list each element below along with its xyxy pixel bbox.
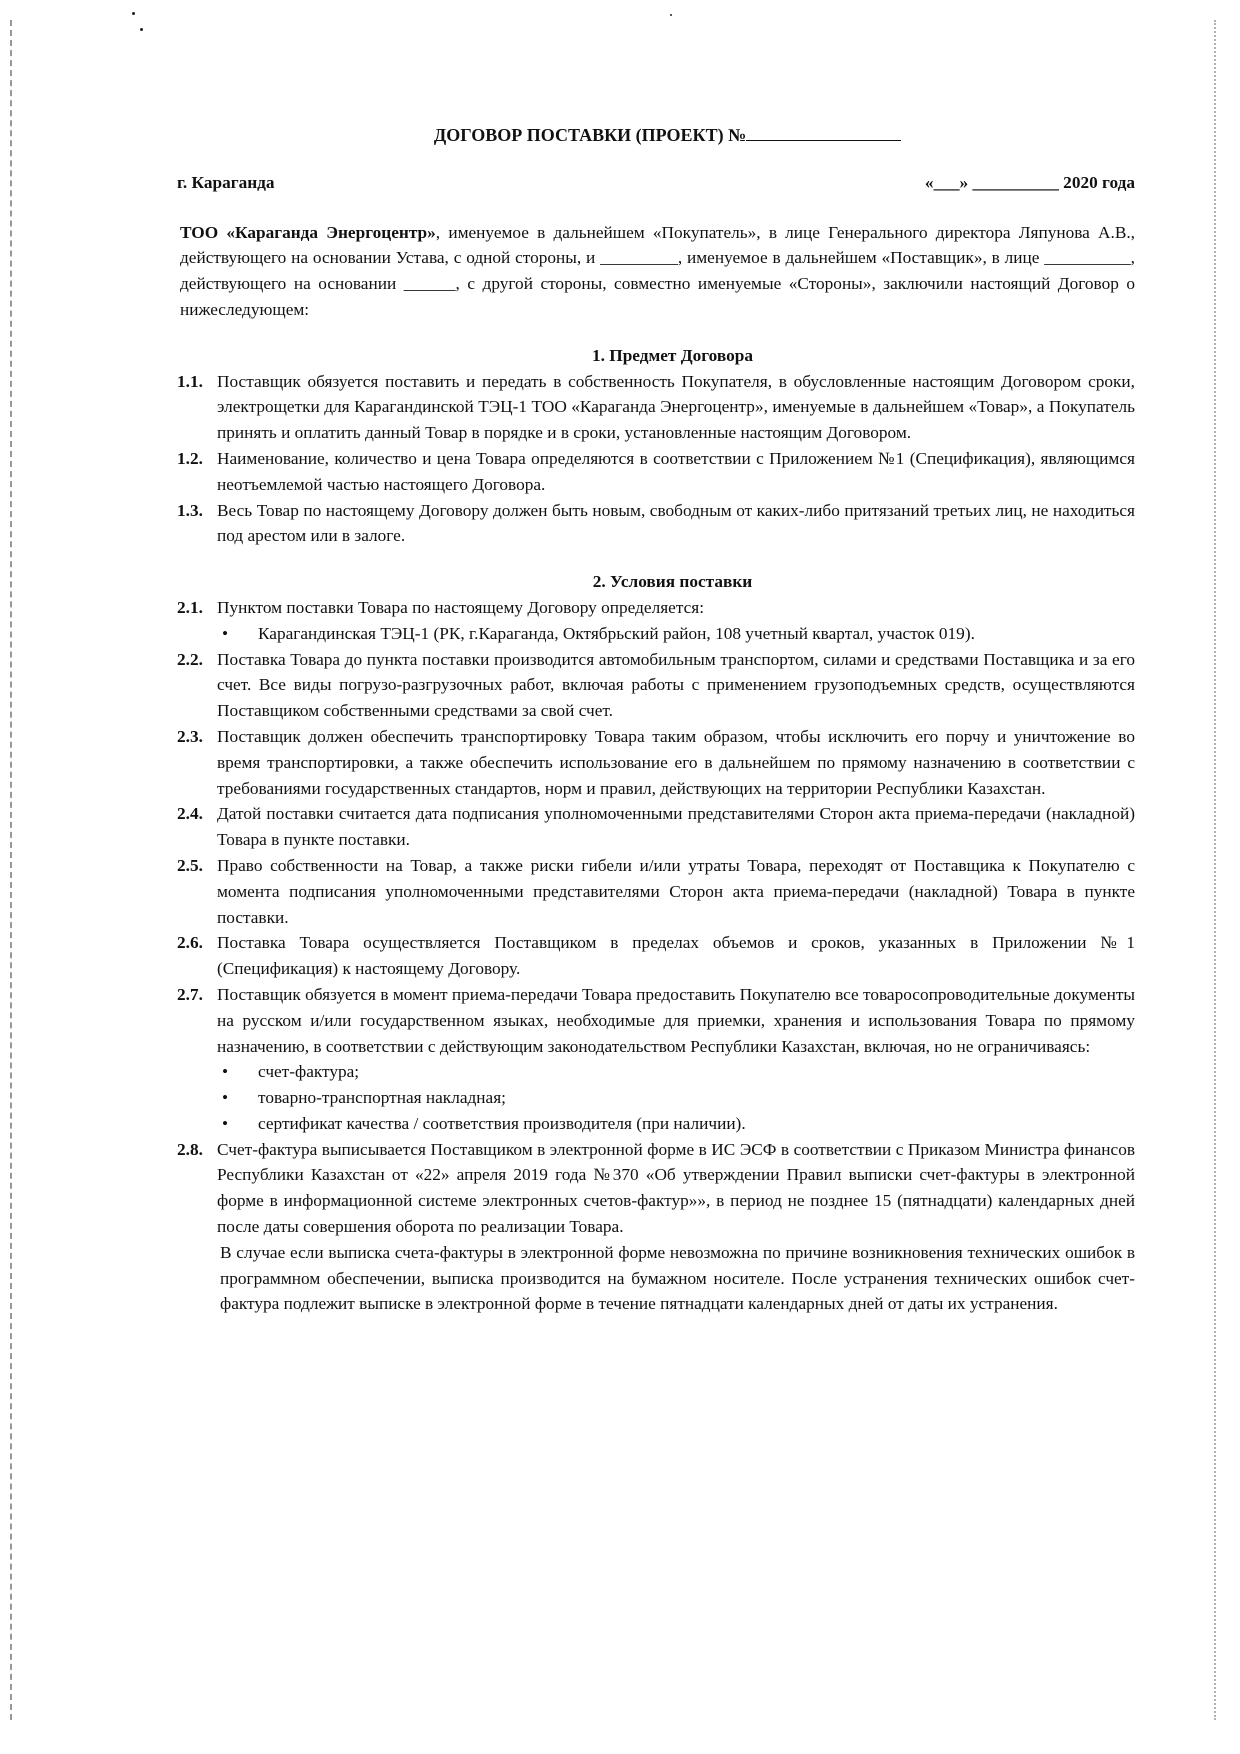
document-title bbox=[200, 122, 1135, 149]
scan-speck bbox=[140, 28, 143, 31]
buyer-company: ТОО «Караганда Энергоцентр» bbox=[180, 222, 436, 242]
scan-speck bbox=[670, 14, 672, 16]
clause-2-1 bbox=[177, 595, 1135, 621]
contract-date: «___» __________ 2020 года bbox=[924, 172, 1135, 192]
list-item bbox=[220, 1085, 1135, 1111]
list-item-text: товарно-транспортная накладная; bbox=[258, 1088, 506, 1108]
clause-2-4 bbox=[177, 801, 1135, 853]
clause-number: 2.1. bbox=[177, 597, 203, 617]
clause-text: Право собственности на Товар, а также риски гибели и/или утраты Товара, переходят от Поставщика к Покупателю с момента подписания уполномоченными представителями Сторон акта приема-передачи (накладной) Товара в пункте поставки. bbox=[217, 855, 1135, 927]
scan-edge-right bbox=[1214, 20, 1218, 1720]
clause-number: 1.2. bbox=[177, 448, 203, 468]
list-item bbox=[220, 621, 1135, 647]
bullet-icon: • bbox=[222, 1062, 229, 1082]
document-body bbox=[177, 122, 1135, 1317]
clause-number: 2.2. bbox=[177, 649, 203, 669]
scan-edge-left bbox=[10, 20, 15, 1720]
section-1-title: 1. Предмет Договора bbox=[591, 345, 754, 365]
clause-number: 2.7. bbox=[177, 984, 203, 1004]
place-date-row bbox=[177, 170, 1135, 196]
clause-text: Счет-фактура выписывается Поставщиком в электронной форме в ИС ЭСФ в соответствии с Приказом Министра финансов Республики Казахстан от «22» апреля 2019 года №370 «Об утверждении Правил выписки счет-фактуры в электронной форме в информационной системе электронных счетов-фактур»», в период не позднее 15 (пятнадцати) календарных дней после даты совершения оборота по реализации Товара. bbox=[217, 1139, 1135, 1237]
clause-text: Поставщик обязуется в момент приема-передачи Товара предоставить Покупателю все товаросопроводительные документы на русском и/или государственном языках, необходимые для приемки, хранения и использования Товара по прямому назначению, в соответствии с действующим законодательством Республики Казахстан, включая, но не ограничиваясь: bbox=[217, 984, 1135, 1056]
title-text: ДОГОВОР ПОСТАВКИ (ПРОЕКТ) № bbox=[433, 125, 747, 145]
clause-number: 2.8. bbox=[177, 1139, 203, 1159]
clause-text: Пунктом поставки Товара по настоящему Договору определяется: bbox=[217, 597, 705, 617]
clause-2-2 bbox=[177, 647, 1135, 724]
bullet-icon: • bbox=[222, 623, 229, 643]
clause-2-8 bbox=[177, 1137, 1135, 1240]
clause-2-5 bbox=[177, 853, 1135, 930]
clause-1-2 bbox=[177, 446, 1135, 498]
delivery-point-list bbox=[180, 621, 1135, 647]
clause-text: Поставщик обязуется поставить и передать в собственность Покупателя, в обусловленные настоящим Договором сроки, электрощетки для Карагандинской ТЭЦ-1 ТОО «Караганда Энергоцентр», именуемые в дальнейшем «Товар», а Покупатель принять и оплатить данный Товар в порядке и в сроки, установленные настоящим Договором. bbox=[217, 371, 1135, 443]
list-item bbox=[220, 1111, 1135, 1137]
clause-text: Датой поставки считается дата подписания уполномоченными представителями Сторон акта приема-передачи (накладной) Товара в пункте поставки. bbox=[217, 804, 1135, 850]
clause-text: Поставка Товара осуществляется Поставщиком в пределах объемов и сроков, указанных в Приложении №1 (Спецификация) к настоящему Договору. bbox=[217, 933, 1135, 979]
clause-2-6 bbox=[177, 930, 1135, 982]
clause-text: Наименование, количество и цена Товара определяются в соответствии с Приложением №1 (Спецификация), являющимся неотъемлемой частью настоящего Договора. bbox=[217, 448, 1135, 494]
list-item-text: счет-фактура; bbox=[258, 1062, 360, 1082]
list-item bbox=[220, 1059, 1135, 1085]
section-2-title: 2. Условия поставки bbox=[592, 572, 753, 592]
documents-list bbox=[180, 1059, 1135, 1136]
preamble-text: , именуемое в дальнейшем «Покупатель», в лице Генерального директора Ляпунова А.В., действующего на основании Устава, с одной стороны, и _________, именуемое в дальнейшем «Поставщик», в лице __________, действующего на основании ______, с другой стороны, совместно именуемые «Стороны», заключили настоящий Договор о нижеследующем: bbox=[180, 222, 1135, 319]
preamble bbox=[180, 220, 1135, 323]
clause-number: 2.4. bbox=[177, 804, 203, 824]
contract-number-blank bbox=[746, 122, 901, 141]
clause-text: Весь Товар по настоящему Договору должен быть новым, свободным от каких-либо притязаний третьих лиц, не находиться под арестом или в залоге. bbox=[217, 500, 1135, 546]
clause-text: Поставка Товара до пункта поставки производится автомобильным транспортом, силами и средствами Поставщика и за его счет. Все виды погрузо-разгрузочных работ, включая работы с применением грузоподъемных средств, осуществляются Поставщиком собственными средствами за свой счет. bbox=[217, 649, 1135, 721]
bullet-icon: • bbox=[222, 1113, 229, 1133]
clause-1-1 bbox=[177, 369, 1135, 446]
clause-2-8-paragraph: В случае если выписка счета-фактуры в электронной форме невозможна по причине возникновения технических ошибок в программном обеспечении, выписка производится на бумажном носителе. После устранения технических ошибок счет-фактура подлежит выписке в электронной форме в течение пятнадцати календарных дней от даты их устранения. bbox=[220, 1242, 1135, 1314]
scan-speck bbox=[132, 12, 135, 15]
clause-1-3 bbox=[177, 498, 1135, 550]
clause-number: 1.1. bbox=[177, 371, 203, 391]
list-item-text: сертификат качества / соответствия производителя (при наличии). bbox=[258, 1113, 746, 1133]
bullet-icon: • bbox=[222, 1088, 229, 1108]
clause-number: 2.3. bbox=[177, 726, 203, 746]
clause-2-3 bbox=[177, 724, 1135, 801]
clause-text: Поставщик должен обеспечить транспортировку Товара таким образом, чтобы исключить его порчу и уничтожение во время транспортировки, а также обеспечить использование его в дальнейшем по прямому назначению в соответствии с требованиями государственных стандартов, норм и правил, действующих на территории Республики Казахстан. bbox=[217, 726, 1135, 798]
list-item-text: Карагандинская ТЭЦ-1 (РК, г.Караганда, Октябрьский район, 108 учетный квартал, участок 019). bbox=[258, 623, 975, 643]
clause-2-7 bbox=[177, 982, 1135, 1059]
clause-number: 2.5. bbox=[177, 855, 203, 875]
clause-number: 1.3. bbox=[177, 500, 203, 520]
city: г. Караганда bbox=[177, 172, 275, 192]
clause-number: 2.6. bbox=[177, 933, 203, 953]
